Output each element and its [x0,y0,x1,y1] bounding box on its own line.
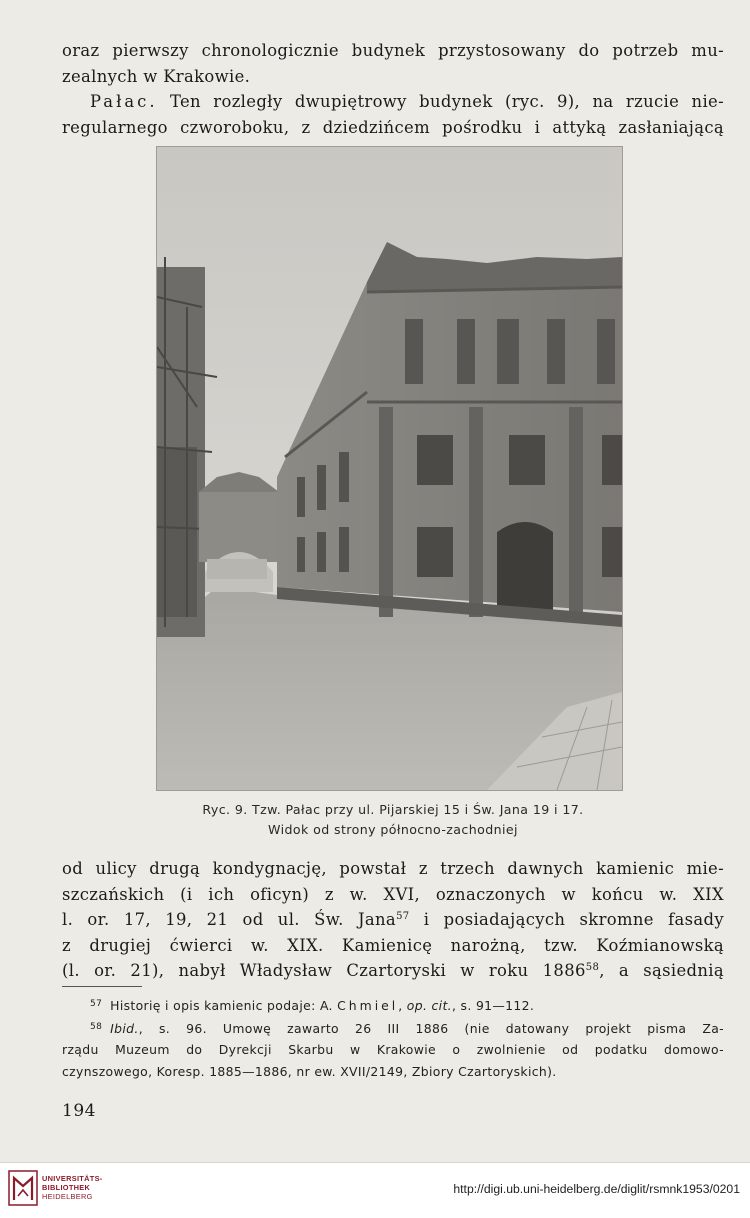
text-line: z drugiej ćwierci w. XIX. Kamienicę narożną, tzw. Koźmianowską [62,935,724,955]
footnote-mark: 57 [90,999,103,1009]
text-fragment: , [398,998,407,1013]
footnote-57 [62,994,724,1017]
figure-caption-line1: Ryc. 9. Tzw. Pałac przy ul. Pijarskiej 15 i Św. Jana 19 i 17. [202,802,584,817]
text-fragment: Ibid. [110,1020,139,1036]
footnote-ref: 58 [585,962,600,973]
text-fragment: , s. 91—112. [451,998,535,1013]
section-lead-word: Pałac. [90,92,158,111]
text-line [62,907,724,933]
text-line [62,89,724,115]
footnote-line: czynszowego, Koresp. 1885—1886, nr ew. XVII/2149, Zbiory Czartoryskich). [62,1063,557,1079]
text-line: szczańskich (i ich oficyn) z w. XVI, oznaczonych w końcu w. XIX [62,884,724,904]
library-name-line: HEIDELBERG [42,1192,93,1201]
author-name: Chmiel [337,998,399,1013]
footnote-line: rządu Muzeum do Dyrekcji Skarbu w Krakowie o zwolnienie od podatku domowo- [62,1042,724,1057]
figure-caption-line2: Widok od strony północno-zachodniej [268,822,518,837]
library-name-line: UNIVERSITÄTS- [42,1174,103,1183]
library-name[interactable] [42,1174,103,1201]
footnote-58 [62,1017,724,1040]
text-fragment: Historię i opis kamienic podaje: A. [110,998,338,1013]
footnotes [62,994,724,1082]
text-fragment: Ten rozległy dwupiętrowy budynek (ryc. 9), na rzucie nie- [157,92,724,111]
university-library-logo-icon[interactable] [8,1170,38,1206]
footnote-ref: 57 [396,911,410,922]
text-fragment: (l. or. 21), nabył Władysław Czartoryski w roku 1886 [62,961,586,980]
text-line: regularnego czworoboku, z dziedzińcem pośrodku i attyką zasłaniającą [62,117,724,137]
page-number: 194 [62,1101,96,1121]
text-fragment: i posiadających skromne fasady [409,910,724,929]
library-name-line: BIBLIOTHEK [42,1183,91,1192]
permalink-url[interactable]: http://digi.ub.uni-heidelberg.de/diglit/rsmnk1953/0201 [453,1182,740,1196]
text-fragment: , a sąsiednią [599,961,724,980]
text-line: oraz pierwszy chronologicznie budynek przystosowany do potrzeb mu- [62,41,724,60]
text-fragment: op. cit. [406,998,452,1013]
footnote-mark: 58 [90,1021,103,1032]
photo-palace-street [157,147,622,790]
text-fragment: , s. 96. Umowę zawarto 26 III 1886 (nie datowany projekt pisma Za- [138,1020,724,1036]
viewer-footer [0,1162,750,1218]
text-fragment: l. or. 17, 19, 21 od ul. Św. Jana [62,910,397,929]
paragraph-top [62,38,724,140]
photo-illustration [157,147,622,790]
footnote-divider [62,986,142,987]
paragraph-bottom [62,856,724,984]
text-line [62,958,724,984]
text-line: od ulicy drugą kondygnację, powstał z trzech dawnych kamienic mie- [62,859,724,878]
text-line: zealnych w Krakowie. [62,66,251,86]
